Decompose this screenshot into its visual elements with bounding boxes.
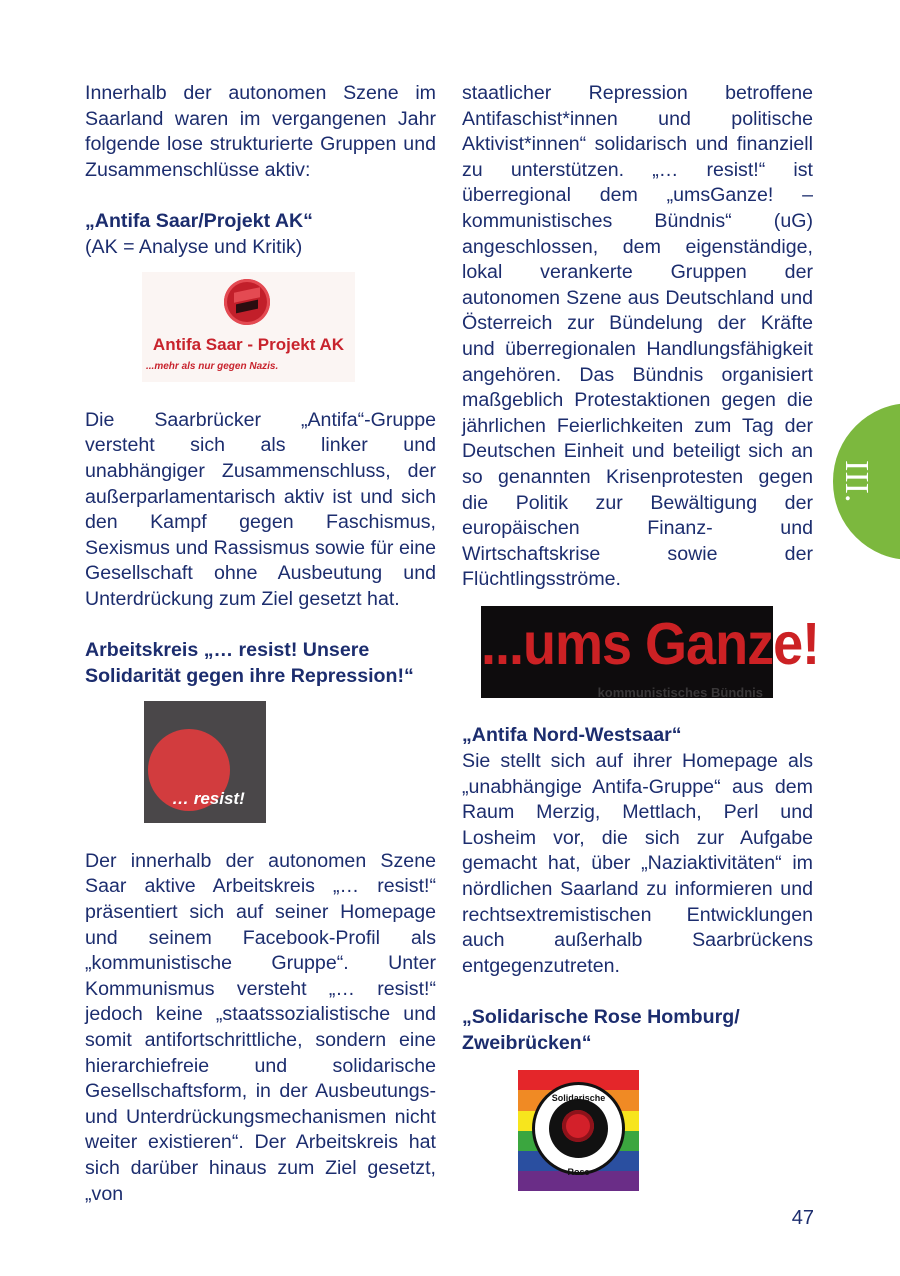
right-column	[462, 81, 820, 1191]
nordwestsaar-paragraph: Sie stellt sich auf ihrer Homepage als „unabhängige Antifa-Gruppe“ aus dem Raum Merzig, Mettlach, Perl und Losheim vor, die sich zur Aufgabe gemacht hat, über „Naziaktivitäten“ im nördlichen Saarland zu informieren und rechtsextremistischen Entwicklungen auch außerhalb Saarbrückens entgegenzutreten.	[462, 750, 813, 977]
ums-logo-text: ...ums Ganze!	[481, 610, 820, 677]
resist-logo	[144, 701, 266, 823]
chapter-tab	[833, 403, 900, 560]
resist-heading: Arbeitskreis „… resist! Unsere Solidarität gegen ihre Repression!“	[85, 639, 414, 687]
intro-paragraph: Innerhalb der autonomen Szene im Saarland waren im vergangenen Jahr folgende lose strukturierte Gruppen und Zusammenschlüsse aktiv:	[85, 82, 436, 181]
resist-paragraph-continued: staatlicher Repression betroffene Antifaschist*innen und politische Aktivist*innen“ solidarisch und finanziell zu unterstützen. „… resist!“ ist überregional dem „umsGanze! – kommunistisches Bündnis“ (uG) angeschlossen, dem eigenständige, lokal verankerte Gruppen der autonomen Szene aus Deutschland und Österreich zur Bündelung der Kräfte und überregionalen Handlungsfähigkeit angehören. Das Bündnis organisiert maßgeblich Protestaktionen gegen die jährlichen Feierlichkeiten zum Tag der Deutschen Einheit und beteiligt sich an so genannten Krisenprotesten gegen die Politik zur Bewältigung der europäischen Finanz- und Wirtschaftskrise sowie der Flüchtlingsströme.	[462, 82, 813, 591]
antifa-saar-heading: „Antifa Saar/Projekt AK“	[85, 209, 313, 232]
rose-icon	[562, 1110, 594, 1142]
solidarische-rose-logo	[518, 1070, 639, 1191]
rose-logo-bottom-text: Rose	[567, 1167, 590, 1178]
antifa-saar-logo	[142, 272, 355, 382]
antifa-saar-paragraph: Die Saarbrücker „Antifa“-Gruppe versteht sich als linker und unabhängiger Zusammenschluss, der außerparlamentarisch aktiv ist und sich den Kampf gegen Faschismus, Sexismus und Rassismus sowie für eine Gesellschaft ohne Ausbeutung und Unterdrückung zum Ziel gesetzt hat.	[85, 408, 436, 610]
nordwestsaar-heading: „Antifa Nord-Westsaar“	[462, 724, 682, 747]
antifa-logo-slogan: ...mehr als nur gegen Nazis.	[146, 361, 279, 373]
antifa-saar-subtitle: (AK = Analyse und Kritik)	[85, 235, 303, 258]
ums-logo-subtext: kommunistisches Bündnis	[597, 684, 763, 700]
left-column	[85, 81, 436, 1207]
rose-logo-top-text: Solidarische	[551, 1093, 606, 1104]
page-number: 47	[791, 1207, 814, 1229]
resist-logo-text: … resist!	[172, 789, 245, 809]
ums-ganze-logo	[481, 606, 820, 700]
antifa-logo-text: Antifa Saar - Projekt AK	[152, 335, 345, 355]
chapter-tab-label: III.	[838, 460, 875, 503]
rose-heading: „Solidarische Rose Homburg/ Zweibrücken“	[462, 1006, 740, 1054]
resist-paragraph: Der innerhalb der autonomen Szene Saar aktive Arbeitskreis „… resist!“ präsentiert sich auf seiner Homepage und seinem Facebook-Profil als „kommunistische Gruppe“. Unter Kommunismus versteht „… resist!“ jedoch keine „staatssozialistische und somit antifortschrittliche, sondern eine hierarchiefreie und solidarische Gesellschaftsform, in der Ausbeutungs- und Unterdrückungsmechanismen nicht weiter existieren“. Der Arbeitskreis hat sich darüber hinaus zum Ziel gesetzt, „von	[85, 849, 436, 1205]
